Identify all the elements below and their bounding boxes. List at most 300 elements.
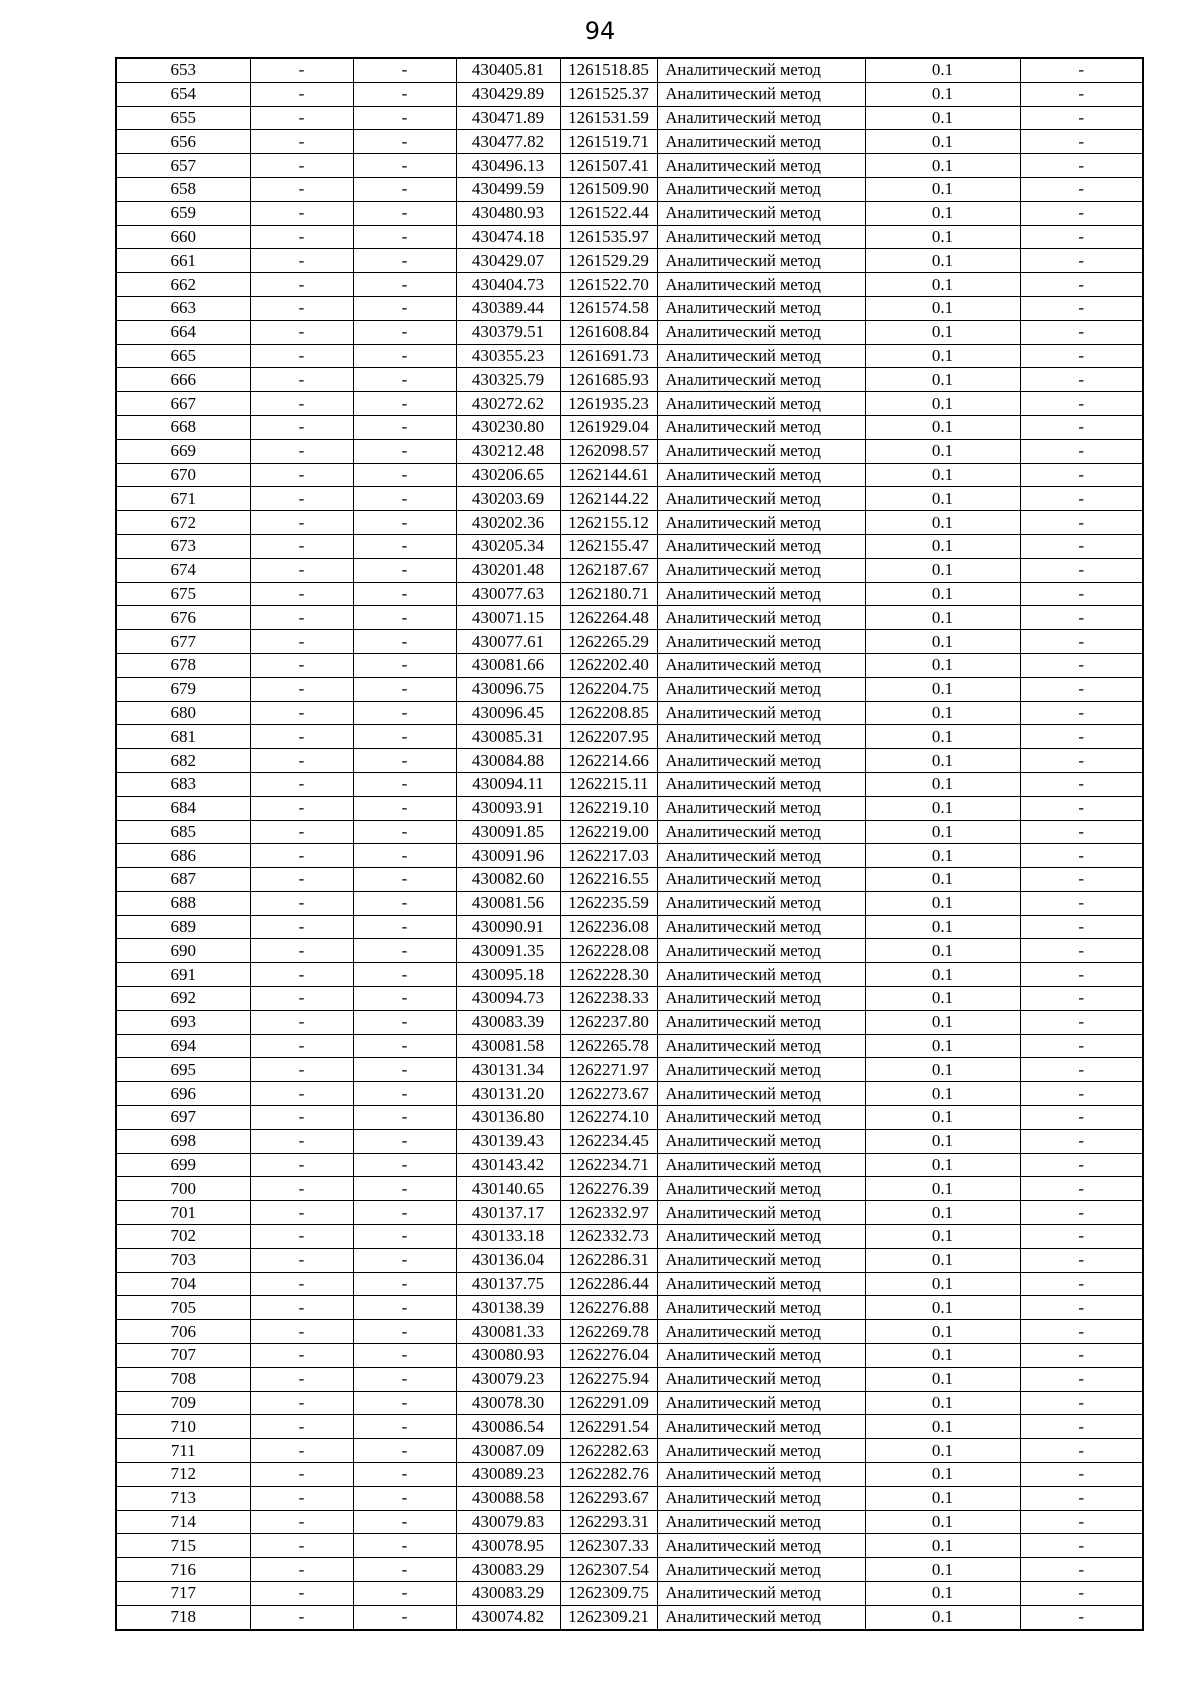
dash-cell-2: - xyxy=(353,1010,456,1034)
method-cell: Аналитический метод xyxy=(657,1201,865,1225)
accuracy-cell: 0.1 xyxy=(865,725,1020,749)
x-coordinate-cell: 430404.73 xyxy=(456,273,560,297)
dash-cell-3: - xyxy=(1020,939,1143,963)
table-row xyxy=(116,1082,1143,1106)
dash-cell-3: - xyxy=(1020,1320,1143,1344)
x-coordinate-cell: 430429.89 xyxy=(456,82,560,106)
x-coordinate-cell: 430471.89 xyxy=(456,106,560,130)
x-coordinate-cell: 430089.23 xyxy=(456,1463,560,1487)
dash-cell-2: - xyxy=(353,1320,456,1344)
accuracy-cell: 0.1 xyxy=(865,749,1020,773)
accuracy-cell: 0.1 xyxy=(865,58,1020,82)
x-coordinate-cell: 430143.42 xyxy=(456,1153,560,1177)
accuracy-cell: 0.1 xyxy=(865,463,1020,487)
accuracy-cell: 0.1 xyxy=(865,154,1020,178)
y-coordinate-cell: 1262219.00 xyxy=(560,820,657,844)
x-coordinate-cell: 430071.15 xyxy=(456,606,560,630)
table-row xyxy=(116,296,1143,320)
dash-cell-3: - xyxy=(1020,891,1143,915)
table-row xyxy=(116,1558,1143,1582)
x-coordinate-cell: 430082.60 xyxy=(456,868,560,892)
y-coordinate-cell: 1262187.67 xyxy=(560,558,657,582)
dash-cell-2: - xyxy=(353,463,456,487)
dash-cell-3: - xyxy=(1020,439,1143,463)
dash-cell-2: - xyxy=(353,1534,456,1558)
dash-cell-3: - xyxy=(1020,1510,1143,1534)
method-cell: Аналитический метод xyxy=(657,1010,865,1034)
y-coordinate-cell: 1262202.40 xyxy=(560,653,657,677)
point-number-cell: 654 xyxy=(116,82,250,106)
dash-cell-1: - xyxy=(250,487,353,511)
dash-cell-2: - xyxy=(353,1367,456,1391)
point-number-cell: 681 xyxy=(116,725,250,749)
method-cell: Аналитический метод xyxy=(657,1605,865,1629)
x-coordinate-cell: 430205.34 xyxy=(456,534,560,558)
dash-cell-1: - xyxy=(250,868,353,892)
method-cell: Аналитический метод xyxy=(657,177,865,201)
table-body xyxy=(116,58,1143,1630)
dash-cell-3: - xyxy=(1020,225,1143,249)
accuracy-cell: 0.1 xyxy=(865,368,1020,392)
point-number-cell: 656 xyxy=(116,130,250,154)
dash-cell-1: - xyxy=(250,392,353,416)
table-row xyxy=(116,1344,1143,1368)
dash-cell-3: - xyxy=(1020,154,1143,178)
y-coordinate-cell: 1262271.97 xyxy=(560,1058,657,1082)
x-coordinate-cell: 430080.93 xyxy=(456,1344,560,1368)
dash-cell-2: - xyxy=(353,1034,456,1058)
y-coordinate-cell: 1262282.63 xyxy=(560,1439,657,1463)
point-number-cell: 707 xyxy=(116,1344,250,1368)
y-coordinate-cell: 1261525.37 xyxy=(560,82,657,106)
point-number-cell: 715 xyxy=(116,1534,250,1558)
table-row xyxy=(116,725,1143,749)
dash-cell-1: - xyxy=(250,1296,353,1320)
dash-cell-3: - xyxy=(1020,106,1143,130)
y-coordinate-cell: 1262214.66 xyxy=(560,749,657,773)
x-coordinate-cell: 430140.65 xyxy=(456,1177,560,1201)
method-cell: Аналитический метод xyxy=(657,606,865,630)
accuracy-cell: 0.1 xyxy=(865,939,1020,963)
dash-cell-1: - xyxy=(250,1558,353,1582)
accuracy-cell: 0.1 xyxy=(865,1272,1020,1296)
x-coordinate-cell: 430379.51 xyxy=(456,320,560,344)
y-coordinate-cell: 1262309.75 xyxy=(560,1582,657,1606)
dash-cell-2: - xyxy=(353,320,456,344)
y-coordinate-cell: 1262236.08 xyxy=(560,915,657,939)
y-coordinate-cell: 1261522.70 xyxy=(560,273,657,297)
y-coordinate-cell: 1261929.04 xyxy=(560,415,657,439)
point-number-cell: 663 xyxy=(116,296,250,320)
accuracy-cell: 0.1 xyxy=(865,820,1020,844)
dash-cell-1: - xyxy=(250,249,353,273)
point-number-cell: 716 xyxy=(116,1558,250,1582)
point-number-cell: 691 xyxy=(116,963,250,987)
dash-cell-2: - xyxy=(353,820,456,844)
dash-cell-3: - xyxy=(1020,915,1143,939)
point-number-cell: 682 xyxy=(116,749,250,773)
y-coordinate-cell: 1262215.11 xyxy=(560,772,657,796)
accuracy-cell: 0.1 xyxy=(865,1058,1020,1082)
dash-cell-1: - xyxy=(250,201,353,225)
dash-cell-1: - xyxy=(250,987,353,1011)
accuracy-cell: 0.1 xyxy=(865,987,1020,1011)
dash-cell-2: - xyxy=(353,1177,456,1201)
table-row xyxy=(116,1296,1143,1320)
dash-cell-1: - xyxy=(250,1082,353,1106)
x-coordinate-cell: 430201.48 xyxy=(456,558,560,582)
y-coordinate-cell: 1262265.78 xyxy=(560,1034,657,1058)
method-cell: Аналитический метод xyxy=(657,1248,865,1272)
dash-cell-1: - xyxy=(250,1201,353,1225)
point-number-cell: 670 xyxy=(116,463,250,487)
x-coordinate-cell: 430137.17 xyxy=(456,1201,560,1225)
y-coordinate-cell: 1261531.59 xyxy=(560,106,657,130)
accuracy-cell: 0.1 xyxy=(865,1391,1020,1415)
table-row xyxy=(116,511,1143,535)
table-row xyxy=(116,1248,1143,1272)
dash-cell-3: - xyxy=(1020,177,1143,201)
dash-cell-2: - xyxy=(353,868,456,892)
point-number-cell: 668 xyxy=(116,415,250,439)
point-number-cell: 665 xyxy=(116,344,250,368)
point-number-cell: 713 xyxy=(116,1486,250,1510)
dash-cell-1: - xyxy=(250,1106,353,1130)
accuracy-cell: 0.1 xyxy=(865,273,1020,297)
x-coordinate-cell: 430086.54 xyxy=(456,1415,560,1439)
point-number-cell: 679 xyxy=(116,677,250,701)
table-row xyxy=(116,701,1143,725)
dash-cell-2: - xyxy=(353,653,456,677)
x-coordinate-cell: 430133.18 xyxy=(456,1225,560,1249)
dash-cell-2: - xyxy=(353,225,456,249)
point-number-cell: 653 xyxy=(116,58,250,82)
dash-cell-2: - xyxy=(353,439,456,463)
dash-cell-2: - xyxy=(353,630,456,654)
dash-cell-2: - xyxy=(353,273,456,297)
dash-cell-3: - xyxy=(1020,1367,1143,1391)
dash-cell-3: - xyxy=(1020,1082,1143,1106)
dash-cell-3: - xyxy=(1020,1558,1143,1582)
dash-cell-3: - xyxy=(1020,1296,1143,1320)
dash-cell-3: - xyxy=(1020,987,1143,1011)
accuracy-cell: 0.1 xyxy=(865,225,1020,249)
x-coordinate-cell: 430077.63 xyxy=(456,582,560,606)
table-row xyxy=(116,963,1143,987)
accuracy-cell: 0.1 xyxy=(865,439,1020,463)
method-cell: Аналитический метод xyxy=(657,534,865,558)
method-cell: Аналитический метод xyxy=(657,796,865,820)
method-cell: Аналитический метод xyxy=(657,439,865,463)
x-coordinate-cell: 430091.85 xyxy=(456,820,560,844)
dash-cell-3: - xyxy=(1020,820,1143,844)
accuracy-cell: 0.1 xyxy=(865,487,1020,511)
x-coordinate-cell: 430389.44 xyxy=(456,296,560,320)
table-row xyxy=(116,1058,1143,1082)
accuracy-cell: 0.1 xyxy=(865,606,1020,630)
point-number-cell: 678 xyxy=(116,653,250,677)
dash-cell-2: - xyxy=(353,558,456,582)
dash-cell-3: - xyxy=(1020,82,1143,106)
accuracy-cell: 0.1 xyxy=(865,963,1020,987)
point-number-cell: 695 xyxy=(116,1058,250,1082)
dash-cell-2: - xyxy=(353,1153,456,1177)
method-cell: Аналитический метод xyxy=(657,320,865,344)
method-cell: Аналитический метод xyxy=(657,1415,865,1439)
method-cell: Аналитический метод xyxy=(657,463,865,487)
accuracy-cell: 0.1 xyxy=(865,1153,1020,1177)
y-coordinate-cell: 1262276.04 xyxy=(560,1344,657,1368)
point-number-cell: 690 xyxy=(116,939,250,963)
x-coordinate-cell: 430094.73 xyxy=(456,987,560,1011)
dash-cell-1: - xyxy=(250,891,353,915)
dash-cell-3: - xyxy=(1020,630,1143,654)
table-row xyxy=(116,177,1143,201)
table-row xyxy=(116,1010,1143,1034)
point-number-cell: 664 xyxy=(116,320,250,344)
table-row xyxy=(116,844,1143,868)
dash-cell-1: - xyxy=(250,1391,353,1415)
dash-cell-3: - xyxy=(1020,1225,1143,1249)
table-row xyxy=(116,1177,1143,1201)
y-coordinate-cell: 1262264.48 xyxy=(560,606,657,630)
dash-cell-3: - xyxy=(1020,772,1143,796)
dash-cell-3: - xyxy=(1020,463,1143,487)
x-coordinate-cell: 430083.39 xyxy=(456,1010,560,1034)
dash-cell-2: - xyxy=(353,796,456,820)
table-row xyxy=(116,1129,1143,1153)
point-number-cell: 655 xyxy=(116,106,250,130)
dash-cell-3: - xyxy=(1020,415,1143,439)
dash-cell-3: - xyxy=(1020,1344,1143,1368)
accuracy-cell: 0.1 xyxy=(865,677,1020,701)
method-cell: Аналитический метод xyxy=(657,296,865,320)
x-coordinate-cell: 430074.82 xyxy=(456,1605,560,1629)
y-coordinate-cell: 1262237.80 xyxy=(560,1010,657,1034)
y-coordinate-cell: 1262216.55 xyxy=(560,868,657,892)
accuracy-cell: 0.1 xyxy=(865,1558,1020,1582)
y-coordinate-cell: 1262282.76 xyxy=(560,1463,657,1487)
dash-cell-3: - xyxy=(1020,725,1143,749)
method-cell: Аналитический метод xyxy=(657,487,865,511)
y-coordinate-cell: 1262291.09 xyxy=(560,1391,657,1415)
accuracy-cell: 0.1 xyxy=(865,1463,1020,1487)
dash-cell-2: - xyxy=(353,987,456,1011)
method-cell: Аналитический метод xyxy=(657,963,865,987)
dash-cell-2: - xyxy=(353,1486,456,1510)
y-coordinate-cell: 1262208.85 xyxy=(560,701,657,725)
dash-cell-3: - xyxy=(1020,1248,1143,1272)
y-coordinate-cell: 1261519.71 xyxy=(560,130,657,154)
table-row xyxy=(116,749,1143,773)
x-coordinate-cell: 430087.09 xyxy=(456,1439,560,1463)
method-cell: Аналитический метод xyxy=(657,1367,865,1391)
method-cell: Аналитический метод xyxy=(657,1058,865,1082)
dash-cell-3: - xyxy=(1020,1486,1143,1510)
point-number-cell: 687 xyxy=(116,868,250,892)
dash-cell-3: - xyxy=(1020,320,1143,344)
method-cell: Аналитический метод xyxy=(657,1296,865,1320)
dash-cell-1: - xyxy=(250,772,353,796)
point-number-cell: 708 xyxy=(116,1367,250,1391)
table-row xyxy=(116,915,1143,939)
dash-cell-1: - xyxy=(250,368,353,392)
x-coordinate-cell: 430137.75 xyxy=(456,1272,560,1296)
dash-cell-2: - xyxy=(353,1415,456,1439)
method-cell: Аналитический метод xyxy=(657,1534,865,1558)
accuracy-cell: 0.1 xyxy=(865,1510,1020,1534)
dash-cell-1: - xyxy=(250,725,353,749)
y-coordinate-cell: 1262234.45 xyxy=(560,1129,657,1153)
dash-cell-1: - xyxy=(250,177,353,201)
point-number-cell: 697 xyxy=(116,1106,250,1130)
x-coordinate-cell: 430136.80 xyxy=(456,1106,560,1130)
x-coordinate-cell: 430085.31 xyxy=(456,725,560,749)
table-row xyxy=(116,677,1143,701)
y-coordinate-cell: 1262234.71 xyxy=(560,1153,657,1177)
x-coordinate-cell: 430078.95 xyxy=(456,1534,560,1558)
dash-cell-1: - xyxy=(250,1486,353,1510)
dash-cell-3: - xyxy=(1020,534,1143,558)
point-number-cell: 702 xyxy=(116,1225,250,1249)
dash-cell-2: - xyxy=(353,1058,456,1082)
x-coordinate-cell: 430131.20 xyxy=(456,1082,560,1106)
y-coordinate-cell: 1262307.54 xyxy=(560,1558,657,1582)
dash-cell-3: - xyxy=(1020,1058,1143,1082)
y-coordinate-cell: 1261522.44 xyxy=(560,201,657,225)
table-row xyxy=(116,273,1143,297)
point-number-cell: 667 xyxy=(116,392,250,416)
dash-cell-2: - xyxy=(353,1296,456,1320)
dash-cell-2: - xyxy=(353,749,456,773)
dash-cell-3: - xyxy=(1020,1272,1143,1296)
point-number-cell: 684 xyxy=(116,796,250,820)
table-row xyxy=(116,154,1143,178)
dash-cell-2: - xyxy=(353,963,456,987)
dash-cell-1: - xyxy=(250,606,353,630)
x-coordinate-cell: 430077.61 xyxy=(456,630,560,654)
table-row xyxy=(116,487,1143,511)
method-cell: Аналитический метод xyxy=(657,415,865,439)
dash-cell-3: - xyxy=(1020,511,1143,535)
x-coordinate-cell: 430206.65 xyxy=(456,463,560,487)
x-coordinate-cell: 430088.58 xyxy=(456,1486,560,1510)
y-coordinate-cell: 1261535.97 xyxy=(560,225,657,249)
x-coordinate-cell: 430499.59 xyxy=(456,177,560,201)
dash-cell-3: - xyxy=(1020,58,1143,82)
dash-cell-2: - xyxy=(353,487,456,511)
dash-cell-3: - xyxy=(1020,1153,1143,1177)
x-coordinate-cell: 430081.66 xyxy=(456,653,560,677)
x-coordinate-cell: 430202.36 xyxy=(456,511,560,535)
y-coordinate-cell: 1262293.67 xyxy=(560,1486,657,1510)
y-coordinate-cell: 1262307.33 xyxy=(560,1534,657,1558)
point-number-cell: 706 xyxy=(116,1320,250,1344)
table-row xyxy=(116,1201,1143,1225)
y-coordinate-cell: 1261935.23 xyxy=(560,392,657,416)
dash-cell-2: - xyxy=(353,1082,456,1106)
x-coordinate-cell: 430079.83 xyxy=(456,1510,560,1534)
dash-cell-2: - xyxy=(353,177,456,201)
point-number-cell: 666 xyxy=(116,368,250,392)
accuracy-cell: 0.1 xyxy=(865,653,1020,677)
point-number-cell: 677 xyxy=(116,630,250,654)
accuracy-cell: 0.1 xyxy=(865,1129,1020,1153)
dash-cell-1: - xyxy=(250,1058,353,1082)
point-number-cell: 703 xyxy=(116,1248,250,1272)
y-coordinate-cell: 1262217.03 xyxy=(560,844,657,868)
method-cell: Аналитический метод xyxy=(657,1320,865,1344)
dash-cell-3: - xyxy=(1020,582,1143,606)
dash-cell-1: - xyxy=(250,1248,353,1272)
dash-cell-3: - xyxy=(1020,130,1143,154)
dash-cell-1: - xyxy=(250,1153,353,1177)
dash-cell-3: - xyxy=(1020,558,1143,582)
point-number-cell: 692 xyxy=(116,987,250,1011)
dash-cell-3: - xyxy=(1020,201,1143,225)
accuracy-cell: 0.1 xyxy=(865,844,1020,868)
accuracy-cell: 0.1 xyxy=(865,1296,1020,1320)
method-cell: Аналитический метод xyxy=(657,1391,865,1415)
accuracy-cell: 0.1 xyxy=(865,511,1020,535)
accuracy-cell: 0.1 xyxy=(865,106,1020,130)
dash-cell-1: - xyxy=(250,749,353,773)
dash-cell-2: - xyxy=(353,915,456,939)
dash-cell-1: - xyxy=(250,1582,353,1606)
dash-cell-1: - xyxy=(250,701,353,725)
table-row xyxy=(116,1534,1143,1558)
dash-cell-2: - xyxy=(353,415,456,439)
dash-cell-1: - xyxy=(250,1344,353,1368)
dash-cell-3: - xyxy=(1020,1034,1143,1058)
accuracy-cell: 0.1 xyxy=(865,582,1020,606)
dash-cell-2: - xyxy=(353,154,456,178)
point-number-cell: 674 xyxy=(116,558,250,582)
dash-cell-2: - xyxy=(353,1582,456,1606)
method-cell: Аналитический метод xyxy=(657,677,865,701)
accuracy-cell: 0.1 xyxy=(865,868,1020,892)
point-number-cell: 675 xyxy=(116,582,250,606)
dash-cell-1: - xyxy=(250,1439,353,1463)
point-number-cell: 683 xyxy=(116,772,250,796)
method-cell: Аналитический метод xyxy=(657,249,865,273)
table-row xyxy=(116,106,1143,130)
method-cell: Аналитический метод xyxy=(657,82,865,106)
method-cell: Аналитический метод xyxy=(657,1272,865,1296)
accuracy-cell: 0.1 xyxy=(865,1486,1020,1510)
y-coordinate-cell: 1261691.73 xyxy=(560,344,657,368)
dash-cell-2: - xyxy=(353,701,456,725)
dash-cell-1: - xyxy=(250,439,353,463)
dash-cell-1: - xyxy=(250,939,353,963)
method-cell: Аналитический метод xyxy=(657,1344,865,1368)
method-cell: Аналитический метод xyxy=(657,1129,865,1153)
dash-cell-1: - xyxy=(250,1510,353,1534)
dash-cell-2: - xyxy=(353,844,456,868)
dash-cell-2: - xyxy=(353,201,456,225)
table-row xyxy=(116,320,1143,344)
x-coordinate-cell: 430081.33 xyxy=(456,1320,560,1344)
dash-cell-1: - xyxy=(250,963,353,987)
method-cell: Аналитический метод xyxy=(657,725,865,749)
table-row xyxy=(116,249,1143,273)
table-row xyxy=(116,1225,1143,1249)
point-number-cell: 710 xyxy=(116,1415,250,1439)
table-row xyxy=(116,987,1143,1011)
point-number-cell: 673 xyxy=(116,534,250,558)
dash-cell-2: - xyxy=(353,1106,456,1130)
dash-cell-1: - xyxy=(250,1010,353,1034)
